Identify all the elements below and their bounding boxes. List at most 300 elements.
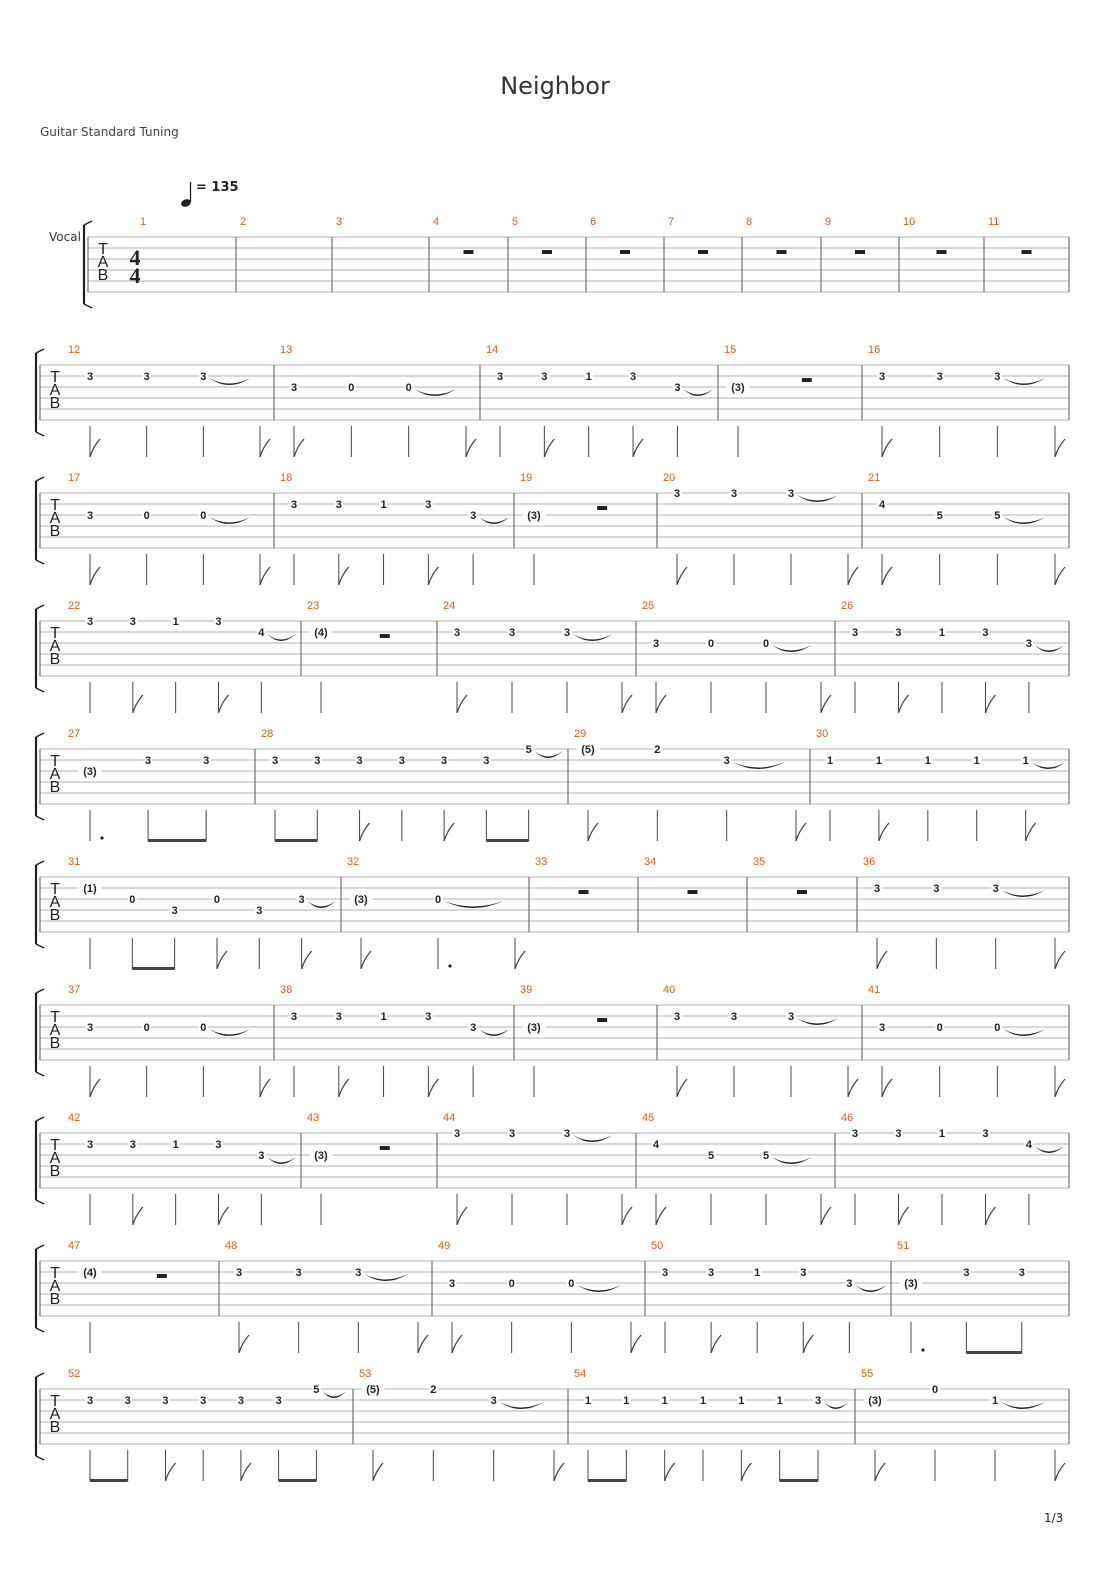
tie-arc: [1003, 378, 1045, 385]
fret-number: (3): [354, 894, 368, 906]
fret-number: 3: [994, 371, 1001, 383]
fret-number: 1: [623, 1395, 630, 1407]
tab-clef-letter: B: [49, 779, 61, 796]
measure-number: 49: [438, 1240, 451, 1252]
tie-arc: [500, 1402, 544, 1409]
fret-number: 3: [124, 1395, 131, 1407]
bracket-hook-top: [84, 221, 92, 225]
fret-number: 4: [878, 499, 886, 511]
measure-number: 23: [307, 600, 320, 612]
bracket-hook-top: [36, 1117, 44, 1121]
beam: [132, 967, 174, 970]
fret-number: 3: [851, 627, 859, 639]
half-rest: [688, 890, 698, 894]
tie-arc: [1035, 645, 1064, 652]
tie-arc: [797, 495, 838, 502]
eighth-flag: [457, 1207, 467, 1225]
measure-number: 12: [68, 344, 81, 356]
eighth-flag: [260, 439, 270, 457]
tie-arc: [577, 1285, 621, 1292]
fret-number: 0: [143, 1022, 150, 1034]
measure-number: 54: [574, 1368, 587, 1380]
half-rest: [597, 506, 607, 510]
fret-number: 0: [568, 1278, 575, 1290]
measure-number: 36: [863, 856, 876, 868]
tie-arc: [797, 1018, 838, 1025]
measure-number: 27: [68, 728, 81, 740]
tie-arc: [772, 1157, 812, 1164]
half-rest: [542, 250, 552, 254]
bracket-hook-top: [36, 349, 44, 353]
half-rest: [157, 1274, 167, 1278]
bracket-hook-bottom: [36, 1456, 44, 1460]
measure-number: 35: [753, 856, 766, 868]
measure-number: 46: [841, 1112, 854, 1124]
eighth-flag: [339, 1079, 349, 1097]
fret-number: 3: [661, 1267, 669, 1279]
fret-number: (4): [314, 627, 328, 639]
fret-number: 3: [982, 1128, 989, 1140]
measure-number: 6: [590, 216, 597, 228]
tab-clef-letter: T: [50, 1393, 60, 1410]
bracket-hook-top: [36, 989, 44, 993]
bracket-hook-top: [36, 861, 44, 865]
fret-number: 1: [924, 755, 931, 767]
measure-number: 45: [642, 1112, 655, 1124]
fret-number: 3: [425, 499, 432, 511]
eighth-flag: [985, 695, 995, 713]
half-rest: [777, 250, 787, 254]
fret-number: 3: [335, 1011, 342, 1023]
fret-number: 3: [237, 1395, 244, 1407]
tab-clef-letter: T: [50, 369, 60, 386]
fret-number: (3): [731, 382, 745, 394]
bracket-hook-bottom: [36, 1072, 44, 1076]
rhythm-dot: [921, 1348, 924, 1351]
fret-number: 5: [525, 744, 532, 756]
measure-number: 33: [535, 856, 548, 868]
tie-arc: [444, 901, 503, 908]
eighth-flag: [821, 695, 831, 713]
eighth-flag: [554, 1463, 564, 1481]
fret-number: 1: [754, 1267, 761, 1279]
eighth-flag: [803, 1335, 813, 1353]
fret-number: 3: [171, 905, 178, 917]
eighth-flag: [898, 695, 908, 713]
fret-number: 3: [398, 755, 405, 767]
eighth-flag: [633, 439, 643, 457]
fret-number: 1: [172, 616, 179, 628]
bracket-hook-bottom: [36, 944, 44, 948]
eighth-flag: [452, 1335, 462, 1353]
eighth-flag: [879, 823, 889, 841]
fret-number: 1: [1022, 755, 1029, 767]
bracket-hook-top: [36, 1245, 44, 1249]
eighth-flag: [898, 1207, 908, 1225]
eighth-flag: [1026, 823, 1036, 841]
measure-number: 13: [280, 344, 293, 356]
measure-number: 18: [280, 472, 293, 484]
beam: [275, 839, 317, 842]
fret-number: 0: [348, 382, 355, 394]
tie-arc: [824, 1402, 849, 1409]
measure-number: 20: [663, 472, 676, 484]
eighth-flag: [622, 695, 632, 713]
tab-clef-letter: B: [97, 267, 109, 284]
eighth-flag: [622, 1207, 632, 1225]
bracket-hook-bottom: [36, 1200, 44, 1204]
eighth-flag: [302, 951, 312, 969]
eighth-flag: [133, 1207, 143, 1225]
fret-number: (3): [527, 510, 541, 522]
fret-number: 3: [508, 627, 516, 639]
bracket-hook-bottom: [84, 304, 92, 308]
measure-number: 47: [68, 1240, 81, 1252]
fret-number: 3: [215, 1139, 222, 1151]
fret-number: 0: [434, 894, 442, 906]
bracket-hook-bottom: [36, 560, 44, 564]
measure-number: 29: [574, 728, 587, 740]
fret-number: 5: [762, 1150, 770, 1162]
fret-number: 0: [200, 1022, 207, 1034]
tab-clef-letter: T: [50, 625, 60, 642]
tie-arc: [209, 517, 250, 524]
tab-clef-letter: B: [49, 1291, 61, 1308]
fret-number: 4: [258, 627, 265, 639]
half-rest: [797, 890, 807, 894]
fret-number: 3: [425, 1011, 432, 1023]
fret-number: 3: [129, 616, 136, 628]
fret-number: 3: [86, 616, 94, 628]
tie-arc: [1003, 517, 1045, 524]
fret-number: 3: [963, 1267, 970, 1279]
half-rest: [855, 250, 865, 254]
measure-number: 8: [746, 216, 753, 228]
eighth-flag: [796, 823, 806, 841]
fret-number: 1: [776, 1395, 783, 1407]
time-signature-top: 4: [129, 245, 141, 270]
eighth-flag: [466, 439, 476, 457]
half-rest: [579, 890, 589, 894]
tab-clef-letter: T: [50, 1137, 60, 1154]
fret-number: 3: [541, 371, 548, 383]
fret-number: (3): [904, 1278, 918, 1290]
tab-clef-letter: T: [50, 881, 60, 898]
measure-number: 5: [512, 216, 519, 228]
tab-clef-letter: T: [50, 753, 60, 770]
tab-clef-letter: A: [49, 1278, 61, 1295]
fret-number: 3: [708, 1267, 715, 1279]
fret-number: 3: [814, 1395, 822, 1407]
tab-clef-letter: A: [49, 382, 61, 399]
measure-number: 1: [140, 216, 147, 228]
fret-number: (3): [314, 1150, 328, 1162]
fret-number: 1: [380, 499, 387, 511]
tie-arc: [479, 517, 509, 524]
beam: [486, 839, 528, 842]
fret-number: 3: [215, 616, 222, 628]
measure-number: 42: [68, 1112, 81, 1124]
eighth-flag: [1055, 567, 1065, 585]
measure-number: 16: [868, 344, 881, 356]
fret-number: 5: [994, 510, 1001, 522]
tab-clef-letter: B: [49, 907, 61, 924]
fret-number: 3: [356, 755, 363, 767]
eighth-flag: [821, 1207, 831, 1225]
eighth-flag: [875, 1463, 885, 1481]
fret-number: 1: [826, 755, 834, 767]
eighth-flag: [133, 695, 143, 713]
eighth-flag: [90, 567, 100, 585]
tie-arc: [267, 634, 296, 641]
eighth-flag: [882, 567, 892, 585]
eighth-flag: [1055, 439, 1065, 457]
fret-number: 3: [652, 638, 660, 650]
eighth-flag: [711, 1335, 721, 1353]
tab-clef-letter: A: [49, 1406, 61, 1423]
measure-number: 25: [642, 600, 655, 612]
tie-arc: [855, 1285, 886, 1292]
fret-number: 3: [490, 1395, 497, 1407]
fret-number: 3: [1025, 638, 1032, 650]
eighth-flag: [544, 439, 554, 457]
measure-number: 37: [68, 984, 81, 996]
fret-number: 3: [846, 1278, 853, 1290]
tab-clef-letter: A: [49, 1150, 61, 1167]
half-rest: [620, 250, 630, 254]
measure-number: 32: [347, 856, 360, 868]
tab-clef-letter: B: [49, 1419, 61, 1436]
fret-number: 0: [707, 638, 715, 650]
fret-number: 3: [496, 371, 504, 383]
fret-number: (3): [527, 1022, 541, 1034]
fret-number: 3: [483, 755, 490, 767]
fret-number: 0: [200, 510, 207, 522]
fret-number: (5): [366, 1384, 380, 1396]
fret-number: 1: [699, 1395, 707, 1407]
fret-number: 0: [931, 1384, 939, 1396]
fret-number: 0: [213, 894, 221, 906]
bracket-hook-top: [36, 477, 44, 481]
measure-number: 30: [816, 728, 829, 740]
fret-number: 3: [673, 1011, 681, 1023]
beam: [588, 1479, 626, 1482]
bracket-hook-top: [36, 1373, 44, 1377]
fret-number: 3: [673, 488, 681, 500]
measure-number: 28: [261, 728, 274, 740]
measure-number: 39: [520, 984, 533, 996]
instrument-name: Vocal: [49, 230, 81, 244]
fret-number: 3: [895, 627, 902, 639]
eighth-flag: [677, 567, 687, 585]
fret-number: 1: [585, 371, 592, 383]
eighth-flag: [428, 1079, 438, 1097]
measure-number: 41: [868, 984, 881, 996]
fret-number: 3: [143, 371, 150, 383]
eighth-flag: [428, 567, 438, 585]
tie-arc: [209, 378, 250, 385]
fret-number: 3: [453, 627, 461, 639]
tie-arc: [1001, 1402, 1045, 1409]
fret-number: 3: [723, 755, 730, 767]
rhythm-dot: [100, 836, 103, 839]
beam: [966, 1351, 1021, 1354]
eighth-flag: [677, 1079, 687, 1097]
fret-number: 3: [295, 1267, 302, 1279]
fret-number: 1: [938, 627, 946, 639]
measure-number: 10: [903, 216, 916, 228]
fret-number: 0: [129, 894, 136, 906]
measure-number: 52: [68, 1368, 81, 1380]
fret-number: 3: [674, 382, 681, 394]
fret-number: 3: [271, 755, 279, 767]
tempo-marking: = 135: [196, 180, 239, 195]
tab-clef-letter: B: [49, 395, 61, 412]
fret-number: 1: [738, 1395, 745, 1407]
tab-clef-letter: T: [50, 1265, 60, 1282]
tie-arc: [772, 645, 812, 652]
measure-number: 24: [443, 600, 456, 612]
fret-number: 1: [938, 1128, 946, 1140]
fret-number: 3: [86, 1395, 94, 1407]
tab-clef-letter: B: [49, 1035, 61, 1052]
fret-number: 3: [298, 894, 305, 906]
page-number: 1/3: [1044, 1511, 1064, 1525]
tie-arc: [573, 634, 613, 641]
eighth-flag: [90, 1079, 100, 1097]
fret-number: 3: [787, 1011, 795, 1023]
tie-arc: [479, 1029, 509, 1036]
eighth-flag: [882, 1079, 892, 1097]
tie-arc: [308, 901, 336, 908]
fret-number: 3: [200, 371, 207, 383]
eighth-flag: [294, 439, 304, 457]
fret-number: 3: [290, 1011, 298, 1023]
fret-number: 3: [873, 883, 881, 895]
score-title: Neighbor: [500, 72, 610, 100]
eighth-flag: [165, 1463, 175, 1481]
fret-number: 1: [380, 1011, 387, 1023]
fret-number: 3: [162, 1395, 169, 1407]
tab-clef-letter: B: [49, 523, 61, 540]
fret-number: 3: [235, 1267, 243, 1279]
eighth-flag: [882, 439, 892, 457]
half-rest: [380, 634, 390, 638]
fret-number: 1: [584, 1395, 592, 1407]
measure-number: 11: [988, 216, 1000, 228]
fret-number: 3: [203, 755, 210, 767]
fret-number: 3: [992, 883, 999, 895]
fret-number: 3: [86, 1139, 94, 1151]
fret-number: 1: [661, 1395, 668, 1407]
fret-number: 3: [730, 488, 738, 500]
fret-number: (4): [83, 1267, 97, 1279]
fret-number: (3): [83, 766, 97, 778]
fret-number: 2: [430, 1384, 437, 1396]
beam: [90, 1479, 128, 1482]
eighth-flag: [515, 951, 525, 969]
tie-arc: [1032, 762, 1066, 769]
tab-clef-letter: T: [98, 241, 108, 258]
fret-number: 3: [355, 1267, 362, 1279]
measure-number: 44: [443, 1112, 456, 1124]
half-rest: [1022, 250, 1032, 254]
tab-clef-letter: A: [97, 254, 109, 271]
measure-number: 21: [868, 472, 881, 484]
fret-number: 3: [470, 1022, 477, 1034]
measure-number: 53: [359, 1368, 372, 1380]
fret-number: 0: [994, 1022, 1001, 1034]
tie-arc: [1035, 1146, 1064, 1153]
fret-number: 3: [851, 1128, 859, 1140]
fret-number: 1: [973, 755, 980, 767]
beam: [279, 1479, 317, 1482]
fret-number: 3: [335, 499, 342, 511]
eighth-flag: [260, 1079, 270, 1097]
fret-number: 3: [453, 1128, 461, 1140]
tab-clef-letter: B: [49, 1163, 61, 1180]
eighth-flag: [1055, 1079, 1065, 1097]
eighth-flag: [218, 1207, 228, 1225]
tab-clef-letter: A: [49, 638, 61, 655]
fret-number: 3: [933, 883, 940, 895]
fret-number: 3: [145, 755, 152, 767]
bracket-hook-top: [36, 605, 44, 609]
tab-clef-letter: T: [50, 1009, 60, 1026]
fret-number: 3: [86, 510, 94, 522]
half-rest: [380, 1146, 390, 1150]
measure-number: 4: [433, 216, 440, 228]
tie-arc: [573, 1135, 613, 1142]
eighth-flag: [848, 567, 858, 585]
fret-number: 5: [707, 1150, 715, 1162]
tab-clef-letter: A: [49, 510, 61, 527]
fret-number: 3: [470, 510, 477, 522]
tab-clef-letter: A: [49, 766, 61, 783]
tie-arc: [733, 762, 785, 769]
tie-arc: [267, 1157, 296, 1164]
fret-number: 3: [982, 627, 989, 639]
fret-number: 3: [895, 1128, 902, 1140]
eighth-flag: [90, 439, 100, 457]
fret-number: 4: [1025, 1139, 1032, 1151]
fret-number: 3: [86, 371, 94, 383]
eighth-flag: [239, 1335, 249, 1353]
fret-number: 3: [129, 1139, 136, 1151]
tie-arc: [535, 751, 563, 758]
fret-number: 3: [878, 1022, 886, 1034]
eighth-flag: [656, 695, 666, 713]
eighth-flag: [1055, 951, 1065, 969]
fret-number: 0: [405, 382, 412, 394]
fret-number: 2: [654, 744, 661, 756]
eighth-flag: [848, 1079, 858, 1097]
fret-number: 3: [1018, 1267, 1025, 1279]
fret-number: 3: [258, 1150, 265, 1162]
bracket-hook-top: [36, 733, 44, 737]
fret-number: 5: [313, 1384, 320, 1396]
eighth-flag: [588, 823, 598, 841]
measure-number: 26: [841, 600, 854, 612]
fret-number: 3: [256, 905, 263, 917]
fret-number: 3: [629, 371, 637, 383]
measure-number: 3: [336, 216, 343, 228]
eighth-flag: [1055, 1463, 1065, 1481]
tab-clef-letter: B: [49, 651, 61, 668]
measure-number: 31: [68, 856, 81, 868]
bracket-hook-bottom: [36, 816, 44, 820]
fret-number: 3: [800, 1267, 807, 1279]
